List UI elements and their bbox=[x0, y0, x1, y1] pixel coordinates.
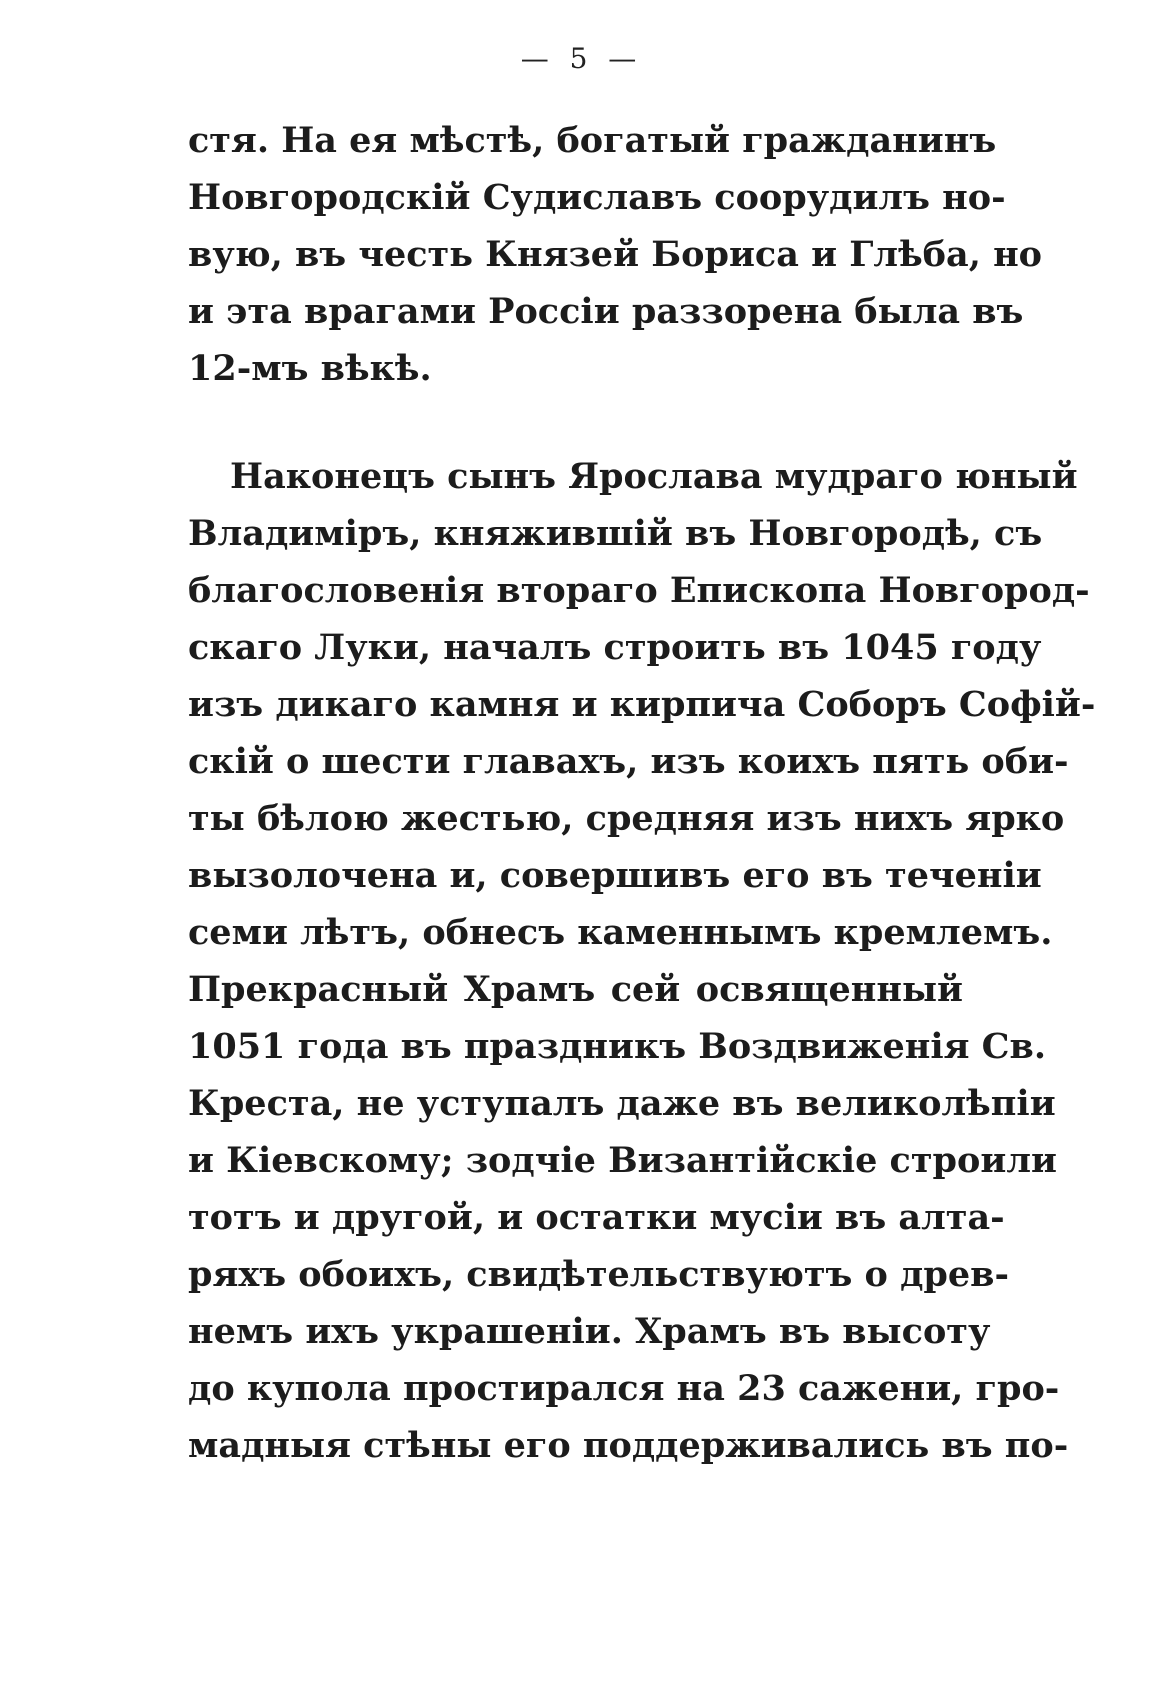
text-line: изъ дикаго камня и кирпича Соборъ Софій- bbox=[188, 684, 1096, 725]
text-line: Креста, не уступалъ даже въ великолѣпіи bbox=[188, 1083, 1056, 1124]
paragraph-2 bbox=[188, 448, 1096, 1474]
paragraph-1 bbox=[188, 112, 1043, 397]
text-line: 1051 года въ праздникъ Воздвиженія Св. bbox=[188, 1026, 1047, 1067]
text-line: ты бѣлою жестью, средняя изъ нихъ ярко bbox=[188, 798, 1065, 839]
text-line: Владиміръ, княжившій въ Новгородѣ, съ bbox=[188, 513, 1043, 554]
text-line: благословенія втораго Епископа Новгород- bbox=[188, 570, 1090, 611]
text-line: скій о шести главахъ, изъ коихъ пять оби- bbox=[188, 741, 1069, 782]
text-line: Прекрасный Храмъ сей освященный bbox=[188, 969, 963, 1010]
text-line: ряхъ обоихъ, свидѣтельствуютъ о древ- bbox=[188, 1254, 1009, 1295]
text-line: тотъ и другой, и остатки мусіи въ алта- bbox=[188, 1197, 1005, 1238]
text-line: вызолочена и, совершивъ его въ теченіи bbox=[188, 855, 1042, 896]
text-line: 12-мъ вѣкѣ. bbox=[188, 348, 432, 389]
text-line: Новгородскій Судиславъ соорудилъ но- bbox=[188, 177, 1006, 218]
text-line: до купола простирался на 23 сажени, гро- bbox=[188, 1368, 1060, 1409]
text-line: немъ ихъ украшеніи. Храмъ въ высоту bbox=[188, 1311, 991, 1352]
text-line: скаго Луки, началъ строить въ 1045 году bbox=[188, 627, 1042, 668]
text-line: вую, въ честь Князей Бориса и Глѣба, но bbox=[188, 234, 1043, 275]
text-line: Наконецъ сынъ Ярослава мудраго юный bbox=[230, 456, 1078, 497]
text-line: и эта врагами Россіи раззорена была въ bbox=[188, 291, 1024, 332]
text-line: стя. На ея мѣстѣ, богатый гражданинъ bbox=[188, 120, 997, 161]
text-line: семи лѣтъ, обнесъ каменнымъ кремлемъ. bbox=[188, 912, 1053, 953]
text-line: мадныя стѣны его поддерживались въ по- bbox=[188, 1425, 1069, 1466]
text-line: и Кіевскому; зодчіе Византійскіе строили bbox=[188, 1140, 1057, 1181]
page-number: — 5 — bbox=[520, 42, 643, 75]
